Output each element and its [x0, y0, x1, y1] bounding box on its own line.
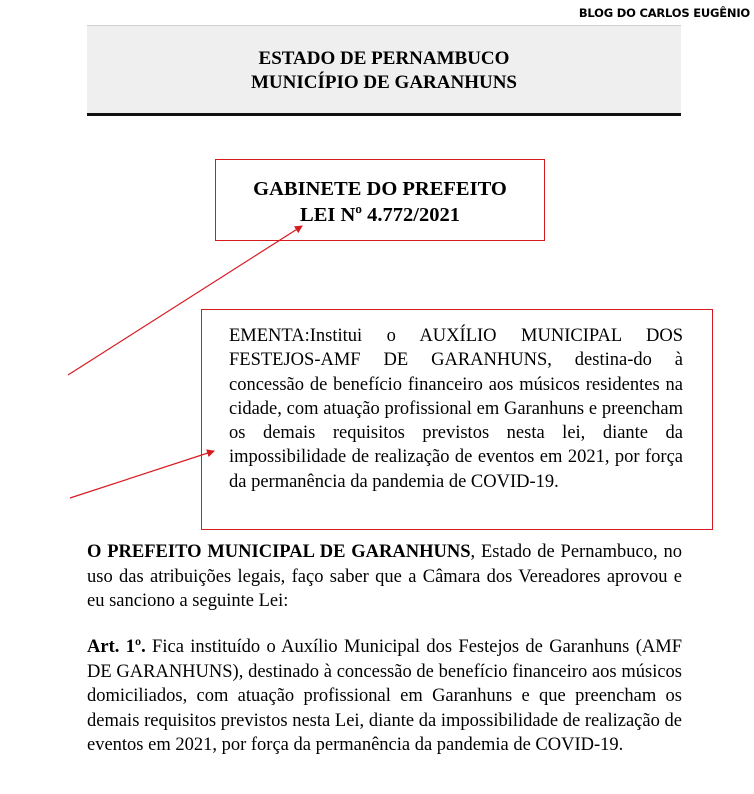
header-municipality: MUNICÍPIO DE GARANHUNS: [250, 72, 517, 93]
office-title: GABINETE DO PREFEITO: [253, 178, 507, 200]
ementa-text: EMENTA:Institui o AUXÍLIO MUNICIPAL DOS FESTEJOS-AMF DE GARANHUNS, destina-do à concessão de benefício financeiro aos músicos residentes na cidade, com atuação profissional em Garanhuns e preencham os demais requisitos previstos nesta lei, diante da impossibilidade de realização de eventos em 2021, por força da permanência da pandemia de COVID-19.: [229, 326, 683, 492]
blog-watermark: BLOG DO CARLOS EUGÊNIO: [578, 6, 750, 20]
arrow-to-title: [68, 226, 302, 375]
law-number: LEI Nº 4.772/2021: [300, 204, 460, 226]
preamble-text: , Estado de Pernambuco, no uso das atribuições legais, faço saber que a Câmara dos Vereadores aprovou e eu sanciono a seguinte Lei:: [87, 542, 682, 611]
article-1-text: Fica instituído o Auxílio Municipal dos Festejos de Garanhuns (AMF DE GARANHUNS), destinado à concessão de benefício financeiro aos músicos domiciliados, com atuação profissional em Garanhuns e que preencham os demais requisitos previstos nesta Lei, diante da impossibilidade de realização de eventos em 2021, por força da permanência da pandemia de COVID-19.: [87, 637, 682, 755]
article-1-label: Art. 1º.: [87, 637, 146, 657]
preamble-bold: O PREFEITO MUNICIPAL DE GARANHUNS: [87, 542, 471, 562]
arrow-to-ementa: [70, 451, 214, 498]
header-state: ESTADO DE PERNAMBUCO: [258, 48, 510, 69]
